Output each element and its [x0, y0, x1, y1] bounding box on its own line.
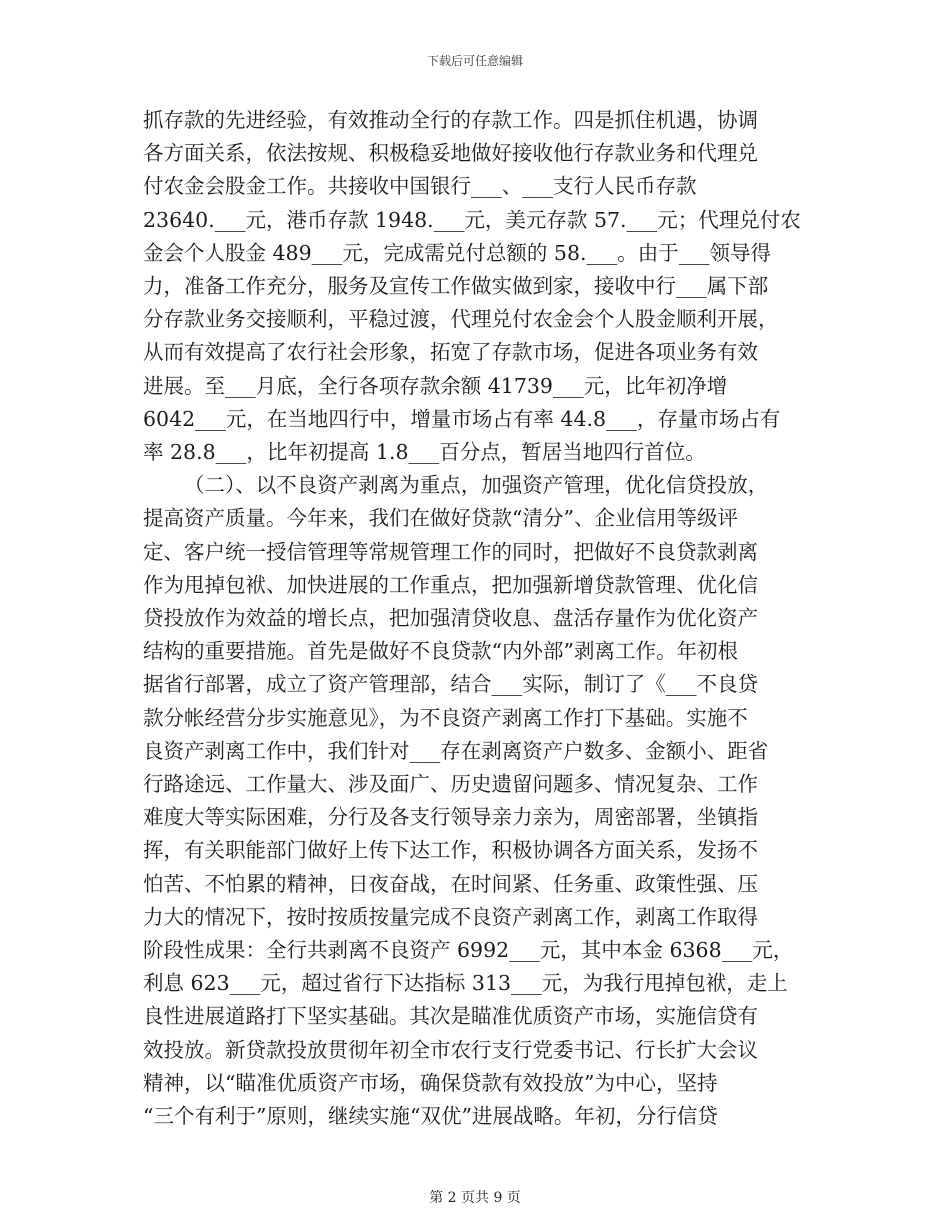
text-line: “三个有利于”原则，继续实施“双优”进展战略。年初，分行信贷 — [143, 1104, 718, 1129]
text-line: 据省行部署，成立了资产管理部，结合___实际，制订了《___不良贷 — [143, 672, 758, 697]
text-line: 款分帐经营分步实施意见》，为不良资产剥离工作打下基础。实施不 — [143, 705, 748, 730]
text-line: 23640.___元，港币存款 1948.___元，美元存款 57.___元；代理兑付农 — [143, 207, 801, 232]
text-line: 进展。至___月底，全行各项存款余额 41739___元，比年初净增 — [143, 373, 728, 398]
text-line: 效投放。新贷款投放贯彻年初全市农行支行党委书记、行长扩大会议 — [143, 1037, 758, 1062]
page-header: 下载后可任意编辑 — [426, 54, 523, 68]
text-line: 良资产剥离工作中，我们针对___存在剥离资产户数多、金额小、距省 — [143, 738, 769, 763]
text-line: 抓存款的先进经验，有效推动全行的存款工作。四是抓住机遇，协调 — [143, 108, 758, 132]
text-line: 6042___元，在当地四行中，增量市场占有率 44.8___，存量市场占有 — [143, 406, 781, 431]
text-line: 力，准备工作充分，服务及宣传工作做实做到家，接收中行___属下部 — [143, 274, 769, 299]
text-line: 力大的情况下，按时按质按量完成不良资产剥离工作，剥离工作取得 — [143, 904, 758, 929]
text-line: 从而有效提高了农行社会形象，拓宽了存款市场，促进各项业务有效 — [143, 340, 758, 365]
text-line: 结构的重要措施。首先是做好不良贷款“内外部”剥离工作。年初根 — [143, 639, 738, 664]
text-line: 各方面关系，依法按规、积极稳妥地做好接收他行存款业务和代理兑 — [143, 141, 758, 166]
text-line: 挥，有关职能部门做好上传下达工作，积极协调各方面关系，发扬不 — [143, 838, 758, 863]
text-line: 良性进展道路打下坚实基础。其次是瞄准优质资产市场，实施信贷有 — [143, 1004, 758, 1029]
text-line: 精神，以“瞄准优质资产市场，确保贷款有效投放”为中心，坚持 — [143, 1070, 718, 1095]
text-line: 怕苦、不怕累的精神，日夜奋战，在时间紧、任务重、政策性强、压 — [143, 871, 758, 896]
page-number-footer: 第 2 页共 9 页 — [429, 1190, 521, 1206]
text-line: 定、客户统一授信管理等常规管理工作的同时，把做好不良贷款剥离 — [143, 539, 758, 564]
text-line: 率 28.8___，比年初提高 1.8___百分点，暂居当地四行首位。 — [143, 440, 706, 465]
text-line: 行路途远、工作量大、涉及面广、历史遗留问题多、情况复杂、工作 — [143, 772, 758, 797]
text-line: 阶段性成果：全行共剥离不良资产 6992___元，其中本金 6368___元， — [143, 938, 794, 963]
text-line: 作为甩掉包袱、加快进展的工作重点，把加强新增贷款管理、优化信 — [143, 572, 758, 597]
text-line: 利息 623___元，超过省行下达指标 313___元，为我行甩掉包袱，走上 — [143, 971, 788, 996]
text-line: 分存款业务交接顺利，平稳过渡，代理兑付农金会个人股金顺利开展， — [143, 307, 779, 332]
paragraph-start-line: （二）、以不良资产剥离为重点，加强资产管理，优化信贷投放， — [184, 473, 769, 498]
text-line: 提高资产质量。今年来，我们在做好贷款“清分”、企业信用等级评 — [143, 506, 738, 531]
document-body — [143, 104, 815, 1133]
text-line: 贷投放作为效益的增长点，把加强清贷收息、盘活存量作为优化资产 — [143, 606, 758, 631]
text-line: 金会个人股金 489___元，完成需兑付总额的 58.___。由于___领导得 — [143, 240, 772, 265]
text-line: 难度大等实际困难，分行及各支行领导亲力亲为，周密部署，坐镇指 — [143, 805, 758, 830]
text-line: 付农金会股金工作。共接收中国银行___、___支行人民币存款 — [143, 174, 697, 199]
